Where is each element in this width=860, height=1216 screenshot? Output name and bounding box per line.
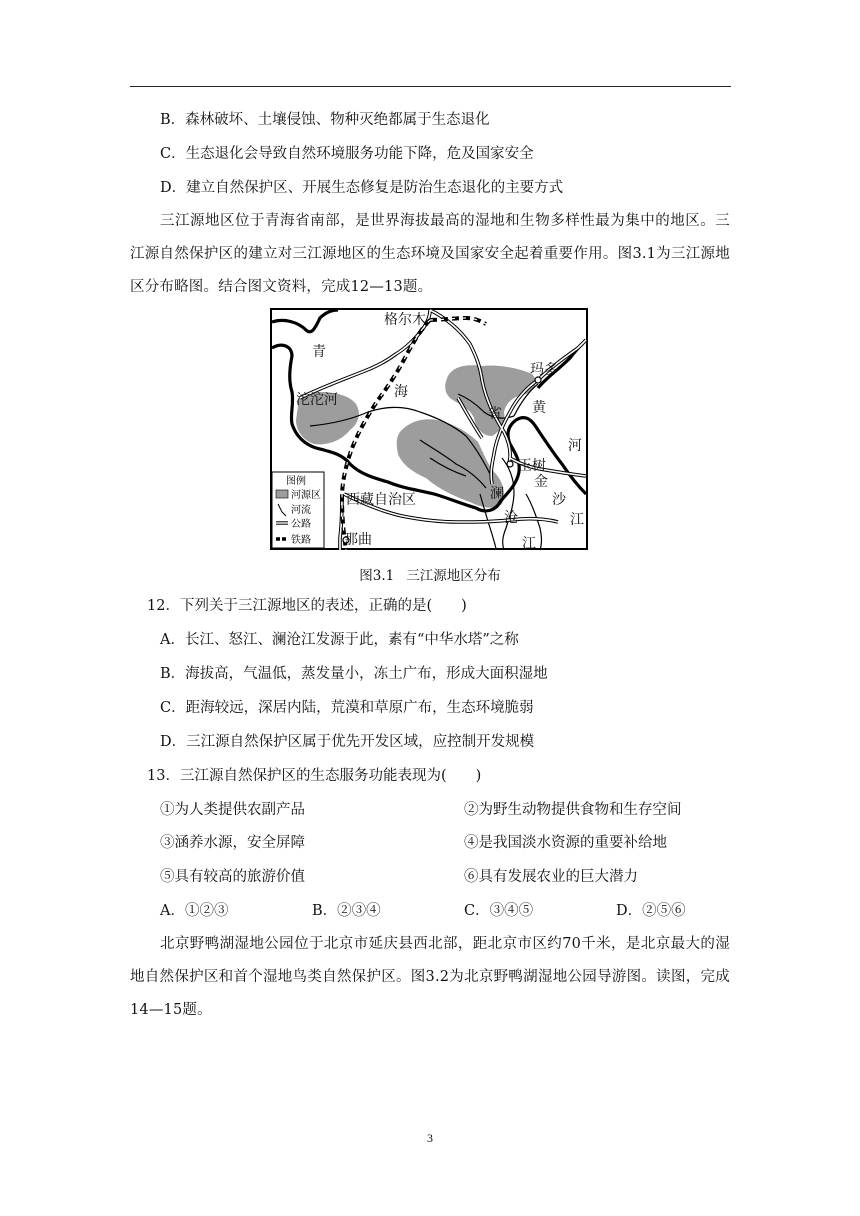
label-tuotuohe: 沱沱河 <box>296 392 338 408</box>
q13-item-4: ④是我国淡水资源的重要补给地 <box>464 835 667 851</box>
label-naqu: 那曲 <box>344 532 372 548</box>
label-sha: 沙 <box>552 492 566 508</box>
q13-choice-d: D．②⑤⑥ <box>616 903 686 919</box>
yushu-marker <box>507 461 513 467</box>
label-hai: 海 <box>394 384 408 400</box>
caption-number: 图3.1 <box>359 568 395 584</box>
q13-choice-c: C．③④⑤ <box>464 903 534 919</box>
legend-river: 河流 <box>291 505 311 516</box>
label-cang: 沧 <box>504 510 518 526</box>
label-yushu: 玉树 <box>518 458 546 474</box>
caption-title: 三江源地区分布 <box>406 568 501 584</box>
legend-title: 图例 <box>286 476 306 487</box>
q13-choice-b: B．②③④ <box>312 903 381 919</box>
intro-paragraph: 三江源地区位于青海省南部，是世界海拔最高的湿地和生物多样性最为集中的地区。三江源自然保护区的建立对三江源地区的生态环境及国家安全起着重要作用。图3.1为三江源地区分布略图。结合图文资料，完成12—13题。 <box>130 213 730 295</box>
q12-option-b: B．海拔高，气温低，蒸发量小，冻土广布，形成大面积湿地 <box>160 666 548 682</box>
page-number: 3 <box>427 1131 433 1145</box>
legend-swatch-source <box>276 490 288 498</box>
sanjiangyuan-map <box>270 308 588 550</box>
legend-source: 河源区 <box>291 490 321 501</box>
q13-stem: 13．三江源自然保护区的生态服务功能表现为( ) <box>147 768 482 784</box>
label-lan: 澜 <box>490 486 504 502</box>
label-jiang-right: 江 <box>570 512 584 528</box>
q13-item-1: ①为人类提供农副产品 <box>160 802 305 818</box>
label-maduo: 玛多 <box>530 362 558 378</box>
option-c-prev: C．生态退化会导致自然环境服务功能下降，危及国家安全 <box>160 146 534 162</box>
q13-item-5: ⑤具有较高的旅游价值 <box>160 869 305 885</box>
q12-option-c: C．距海较远，深居内陆，荒漠和草原广布，生态环境脆弱 <box>160 700 534 716</box>
q13-item-6: ⑥具有发展农业的巨大潜力 <box>464 869 638 885</box>
label-qing: 青 <box>312 344 326 360</box>
label-jiang-bottom: 江 <box>522 536 536 550</box>
map-legend <box>272 472 324 548</box>
label-geermu: 格尔木 <box>384 312 426 328</box>
q12-stem: 12．下列关于三江源地区的表述，正确的是( ) <box>147 598 467 614</box>
q12-option-d: D．三江源自然保护区属于优先开发区域，应控制开发规模 <box>160 734 535 750</box>
option-d-prev: D．建立自然保护区、开展生态修复是防治生态退化的主要方式 <box>160 180 564 196</box>
q13-item-3: ③涵养水源，安全屏障 <box>160 835 305 851</box>
label-sheng: 省 <box>488 406 502 422</box>
header-rule <box>130 86 731 87</box>
option-b-prev: B．森林破坏、土壤侵蚀、物种灭绝都属于生态退化 <box>160 112 490 128</box>
label-xizang: 西藏自治区 <box>346 492 416 508</box>
label-huang: 黄 <box>532 400 546 416</box>
q13-choice-a: A．①②③ <box>160 903 229 919</box>
label-jin: 金 <box>534 474 548 490</box>
beijing-paragraph: 北京野鸭湖湿地公园位于北京市延庆县西北部，距北京市区约70千米，是北京最大的湿地自然保护区和首个湿地鸟类自然保护区。图3.2为北京野鸭湖湿地公园导游图。读图，完成14—15题。 <box>130 936 730 1018</box>
q13-item-2: ②为野生动物提供食物和生存空间 <box>464 802 682 818</box>
figure-caption <box>0 564 860 584</box>
q12-option-a: A．长江、怒江、澜沧江发源于此，素有“中华水塔”之称 <box>160 632 519 648</box>
legend-road: 公路 <box>291 519 311 530</box>
label-he: 河 <box>568 438 582 454</box>
legend-rail: 铁路 <box>291 535 311 546</box>
